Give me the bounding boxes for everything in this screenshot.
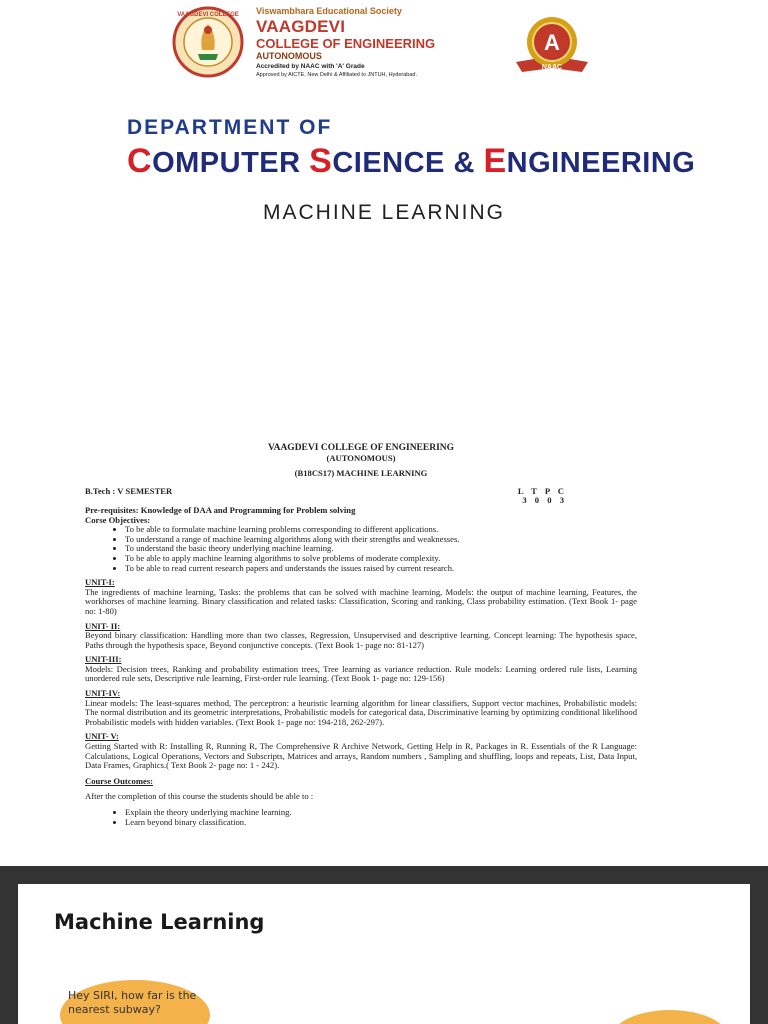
slide-title: Machine Learning [54, 910, 265, 934]
syllabus-page [85, 444, 637, 827]
svg-text:A: A [544, 30, 560, 55]
unit-text: Models: Decision trees, Ranking and probability estimation trees, Tree learning as variance reduction. Rule models: Learning ordered rule lists, Learning unordered rule sets, Descriptive rule learning, First-order rule learning. (Text Book 1- page no: 129-156) [85, 663, 637, 684]
svg-text:VAAGDEVI COLLEGE: VAAGDEVI COLLEGE [177, 12, 239, 18]
unit-heading: UNIT-I: [85, 577, 115, 588]
syllabus-course: (B18CS17) MACHINE LEARNING [294, 468, 428, 479]
accreditation-text: Accredited by NAAC with 'A' Grade [256, 63, 365, 70]
college-name: VAAGDEVI [256, 17, 346, 36]
approval-text: Approved by AICTE, New Delhi & Affiliated to JNTUH, Hyderabad. [256, 72, 417, 78]
college-seal-icon [172, 6, 244, 78]
autonomous-label: AUTONOMOUS [256, 51, 322, 61]
list-item: • To be able to formulate machine learning problems corresponding to different applications. [125, 525, 637, 535]
unit-text: Beyond binary classification: Handling more than two classes, Regression, Unsupervised and descriptive learning. Concept learning: The hypothesis space, Paths through the hypothesis space, Beyond conjunctive concepts. (Text Book 1- page no: 81-127) [85, 630, 637, 650]
list-item: • To be able to read current research papers and understands the issues raised by current research. [125, 564, 637, 574]
department-name-heading: COMPUTER SCIENCE & ENGINEERING [127, 142, 696, 180]
list-item: • Learn beyond binary classification. [125, 818, 637, 828]
syllabus-college: VAAGDEVI COLLEGE OF ENGINEERING [267, 443, 455, 453]
speech-bubble-reply [610, 1010, 730, 1024]
objectives-list [85, 525, 637, 573]
syllabus-autonomous: (AUTONOMOUS) [326, 452, 396, 463]
ltpc-header: L T P C [517, 485, 567, 496]
list-item: • To be able to apply machine learning algorithms to solve problems of moderate complexity. [125, 554, 637, 564]
list-item: • To understand a range of machine learning algorithms along with their strengths and weaknesses. [125, 535, 637, 545]
unit-text: Getting Started with R: Installing R, Running R, The Comprehensive R Archive Network, Getting Help in R, Packages in R. Essentials of the R Language: Calculations, Logical Operations, Vectors and Subscripts, Matrices and arrays, Random numbers , Sampling and shuffling, loops and repeats, List, Data Input, Data Frames, Graphics.( Text Book 2- page no: 1 - 242). [85, 741, 637, 771]
naac-badge-icon [512, 12, 592, 80]
semester-label: B.Tech : V SEMESTER [85, 485, 173, 496]
svg-text:NAAC: NAAC [541, 64, 563, 71]
department-of-heading: DEPARTMENT OF [127, 116, 333, 139]
unit-heading: UNIT- V: [85, 731, 119, 742]
unit-text: Linear models: The least-squares method, The perceptron: a heuristic learning algorithm for linear classifiers, Support vector machines, Probabilistic models: The normal distribution and its geometric interpretations, Probabilistic models for categorical data, Discriminative learning by optimizing conditional likelihood Probabilistic models with hidden variables. (Text Book 1- page no: 194-218, 262-297). [85, 697, 637, 727]
list-item: • Explain the theory underlying machine learning. [125, 808, 637, 818]
unit-heading: UNIT- II: [85, 620, 121, 631]
subject-title: MACHINE LEARNING [262, 201, 506, 224]
college-subtitle: COLLEGE OF ENGINEERING [256, 36, 436, 51]
unit-heading: UNIT-III: [85, 654, 122, 665]
ltpc-values: 3 0 0 3 [522, 495, 567, 506]
unit-text: The ingredients of machine learning, Tasks: the problems that can be solved with machine learning, Models: the output of machine learning, Features, the workhorses of machine learning. Binary classification and related tasks: Classification, Scoring and ranking, Class probability estimation. (Text Book 1- page no: 1-80) [85, 586, 637, 616]
speech-bubble-text: Hey SIRI, how far is the nearest subway? [68, 989, 197, 1016]
prerequisites: Pre-requisites: Knowledge of DAA and Programming for Problem solving [85, 504, 356, 515]
slide-preview [18, 884, 750, 1024]
outcomes-intro: After the completion of this course the students should be able to : [85, 791, 314, 802]
outcomes-heading: Course Outcomes: [85, 775, 154, 786]
college-info [256, 6, 496, 80]
outcomes-list [85, 808, 637, 827]
society-name: Viswambhara Educational Society [256, 6, 402, 16]
list-item: • To understand the basic theory underlying machine learning. [125, 544, 637, 554]
objectives-heading: Corse Objectives: [85, 514, 151, 525]
unit-heading: UNIT-IV: [85, 688, 121, 699]
